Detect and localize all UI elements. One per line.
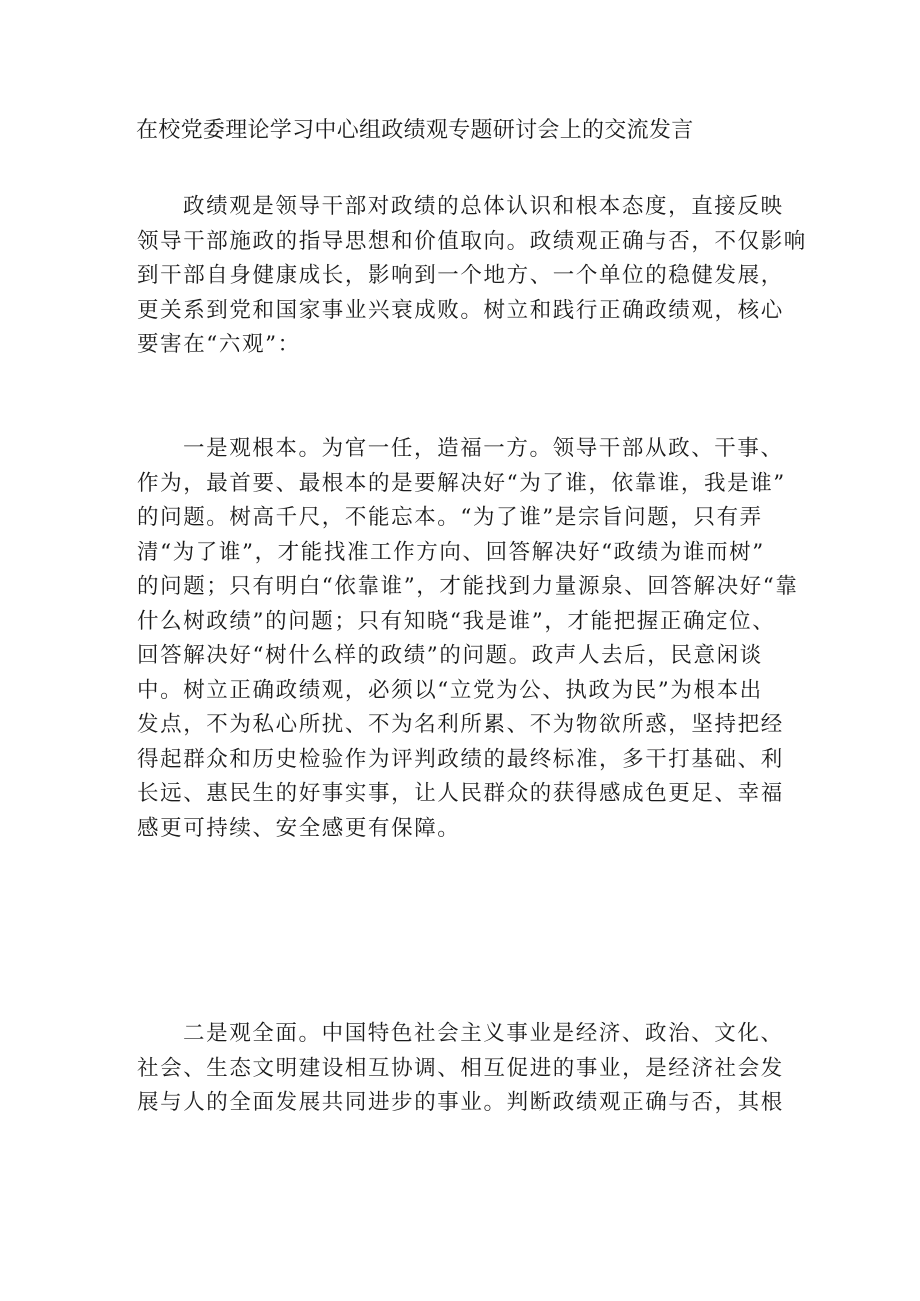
paragraph-line: 得起群众和历史检验作为评判政绩的最终标准，多干打基础、利 <box>137 746 784 772</box>
paragraph-line: 展与人的全面发展共同进步的事业。判断政绩观正确与否，其根 <box>137 1090 784 1115</box>
paragraph-line: 的问题。树高千尺，不能忘本。“为了谁”是宗旨问题，只有弄 <box>137 505 763 530</box>
paragraph-line: 更关系到党和国家事业兴衰成败。树立和践行正确政绩观，核心 <box>137 297 784 323</box>
paragraph-line: 中。树立正确政绩观，必须以“立党为公、执政为民”为根本出 <box>137 677 763 703</box>
paragraph-line: 回答解决好“树什么样的政绩”的问题。政声人去后，民意闲谈 <box>137 643 763 668</box>
paragraph-line: 到干部自身健康成长，影响到一个地方、一个单位的稳健发展， <box>137 263 784 288</box>
paragraph-line: 感更可持续、安全感更有保障。 <box>137 815 461 841</box>
paragraph-line: 长远、惠民生的好事实事，让人民群众的获得感成色更足、幸福 <box>137 781 784 806</box>
document-title: 在校党委理论学习中心组政绩观专题研讨会上的交流发言 <box>136 118 694 143</box>
paragraph-line: 要害在“六观”： <box>137 332 301 357</box>
paragraph-line: 发点，不为私心所扰、不为名利所累、不为物欲所惑，坚持把经 <box>137 712 784 737</box>
paragraph-line: 一是观根本。为官一任，造福一方。领导干部从政、干事、 <box>183 436 784 461</box>
paragraph-intro <box>137 190 807 363</box>
paragraph-line: 的问题；只有明白“依靠谁”，才能找到力量源泉、回答解决好“靠 <box>137 574 799 599</box>
paragraph-line: 清“为了谁”，才能找准工作方向、回答解决好“政绩为谁而树” <box>137 539 765 565</box>
paragraph-line: 二是观全面。中国特色社会主义事业是经济、政治、文化、 <box>183 1021 784 1046</box>
paragraph-line: 社会、生态文明建设相互协调、相互促进的事业，是经济社会发 <box>137 1055 784 1081</box>
paragraph-line: 什么树政绩”的问题；只有知晓“我是谁”，才能把握正确定位、 <box>137 608 776 634</box>
paragraph-comprehensive <box>137 1017 793 1121</box>
paragraph-fundamental <box>137 432 799 846</box>
paragraph-line: 政绩观是领导干部对政绩的总体认识和根本态度，直接反映 <box>183 194 784 219</box>
paragraph-line: 作为，最首要、最根本的是要解决好“为了谁，依靠谁，我是谁” <box>137 470 786 496</box>
paragraph-line: 领导干部施政的指导思想和价值取向。政绩观正确与否，不仅影响 <box>137 228 807 254</box>
